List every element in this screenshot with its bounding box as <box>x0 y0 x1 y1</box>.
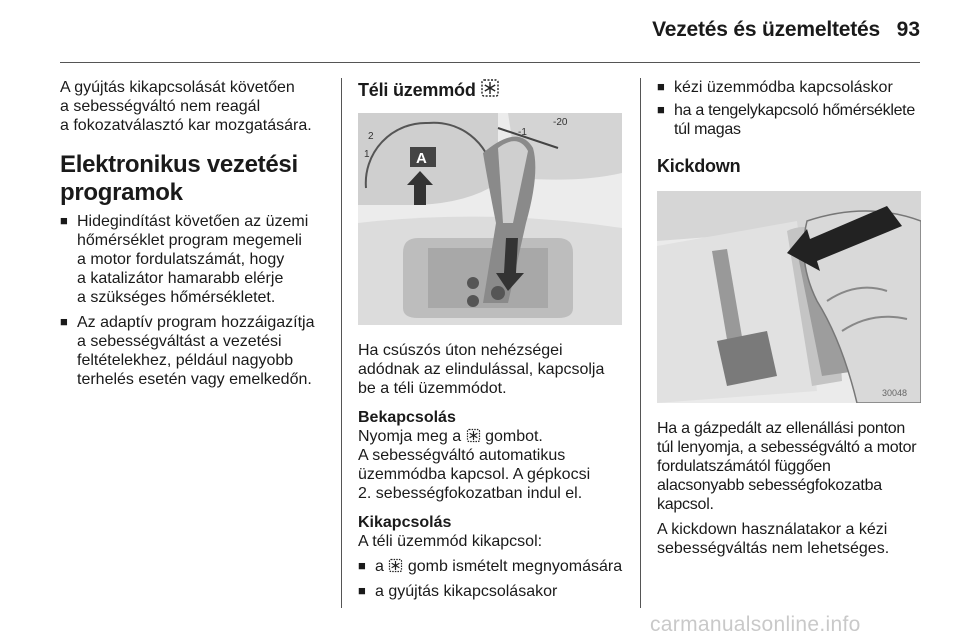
svg-text:-20: -20 <box>553 117 568 128</box>
section-heading-programs: Elektronikus vezetési programok <box>60 151 298 206</box>
figure-letter-label: A <box>416 150 427 167</box>
column-divider-2 <box>640 78 641 608</box>
figure-code: 30048 <box>882 388 908 398</box>
list-item: ■ a gyújtás kikapcsolásakor <box>358 583 558 600</box>
column-1 <box>60 78 330 389</box>
gear-selector-figure <box>358 113 622 325</box>
svg-text:-1: -1 <box>518 127 527 138</box>
off-list <box>358 557 628 601</box>
bullet-square-icon: ■ <box>60 314 68 329</box>
on-paragraph: Nyomja meg a gombot. A sebességváltó automatikus üzemmódba kapcsol. A gépkocsi 2. sebességfokozatban indul el. <box>358 428 591 502</box>
kickdown-manual-paragraph: A kickdown használatakor a kézi sebességváltás nem lehetséges. <box>657 521 890 557</box>
list-item: ■ a gomb ismételt megnyomására <box>358 558 623 575</box>
bullet-square-icon: ■ <box>657 102 665 117</box>
programs-list <box>60 212 330 389</box>
svg-text:1: 1 <box>364 149 370 160</box>
snowflake-icon <box>480 78 500 98</box>
intro-paragraph: A gyújtás kikapcsolását követően a sebességváltó nem reagál a fokozatválasztó kar mozgatására. <box>60 79 312 134</box>
winter-mode-paragraph: Ha csúszós úton nehézségei adódnak az elindulással, kapcsolja be a téli üzemmódot. <box>358 342 605 397</box>
page-title: Vezetés és üzemeltetés <box>652 18 880 41</box>
bullet-square-icon: ■ <box>657 79 665 94</box>
list-item: ■ Az adaptív program hozzáigazítja a sebességváltást a vezetési feltételekhez, például nagyobb terhelés esetén vagy emelkedőn. <box>60 314 315 388</box>
off-label: Kikapcsolás <box>358 514 452 531</box>
kickdown-paragraph: Ha a gázpedált az ellenállási ponton túl lenyomja, a sebességváltó a motor fordulatszámától függően alacsonyabb sebességfokozatba kapcsol. <box>657 420 917 513</box>
column-3 <box>657 78 925 558</box>
kickdown-figure <box>657 191 921 403</box>
list-item: ■ kézi üzemmódba kapcsoláskor <box>657 79 893 96</box>
bullet-square-icon: ■ <box>358 558 366 573</box>
page-header <box>0 0 960 64</box>
column-2 <box>358 78 628 601</box>
conditions-list <box>657 78 925 139</box>
list-item: ■ ha a tengelykapcsoló hőmérséklete túl magas <box>657 102 915 138</box>
bullet-square-icon: ■ <box>358 583 366 598</box>
section-heading-kickdown: Kickdown <box>657 156 741 176</box>
svg-text:2: 2 <box>368 131 374 142</box>
off-intro: A téli üzemmód kikapcsol: <box>358 533 543 550</box>
list-item: ■ Hidegindítást követően az üzemi hőmérséklet program megemeli a motor fordulatszámát, hogy a katalizátor hamarabb elérje a szükséges hőmérsékletet. <box>60 213 309 306</box>
snowflake-icon <box>388 558 403 573</box>
bullet-square-icon: ■ <box>60 213 68 228</box>
page-number: 93 <box>896 18 920 41</box>
column-divider-1 <box>341 78 342 608</box>
snowflake-icon <box>466 428 481 443</box>
on-label: Bekapcsolás <box>358 409 456 426</box>
watermark: carmanualsonline.info <box>650 613 861 636</box>
section-heading-winter-mode: Téli üzemmód <box>358 78 628 101</box>
header-rule <box>60 62 920 63</box>
